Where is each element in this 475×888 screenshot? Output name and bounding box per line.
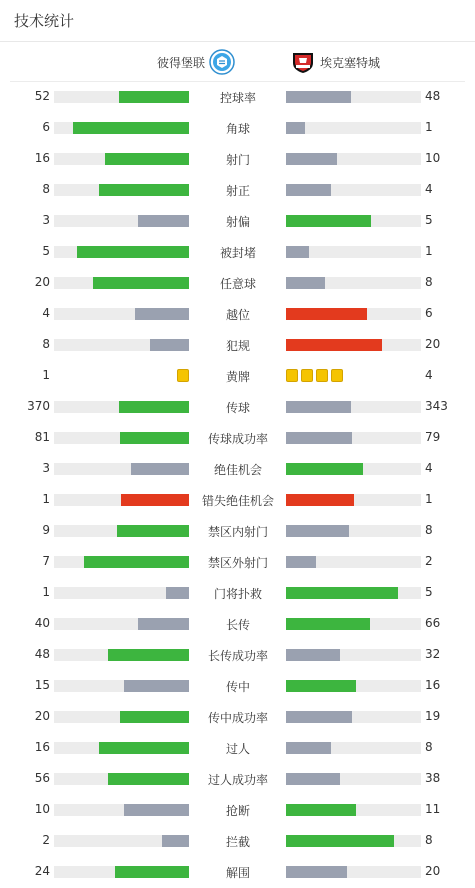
away-stat-bar-track <box>286 556 421 568</box>
home-stat-bar-track <box>54 432 189 444</box>
home-stat-bar <box>120 432 189 444</box>
home-stat-bar <box>119 401 189 413</box>
stat-row <box>0 237 475 268</box>
away-stat-bar-track <box>286 494 421 506</box>
away-stat-bar-track <box>286 122 421 134</box>
away-stat-value: 19 <box>425 709 441 723</box>
away-stat-value: 4 <box>425 461 433 475</box>
home-stat-value: 1 <box>42 585 50 599</box>
stat-row <box>0 113 475 144</box>
away-stat-value: 11 <box>425 802 441 816</box>
stat-row <box>0 547 475 578</box>
home-stat-bar-track <box>54 556 189 568</box>
away-stat-bar-track <box>286 742 421 754</box>
home-stat-value: 370 <box>27 399 50 413</box>
away-stat-value: 66 <box>425 616 441 630</box>
stat-label: 错失绝佳机会 <box>201 494 274 508</box>
home-stat-value: 8 <box>42 337 50 351</box>
stat-row <box>0 454 475 485</box>
away-stat-bar-track <box>286 804 421 816</box>
home-stat-bar <box>121 494 189 506</box>
away-stat-bar <box>286 525 349 537</box>
home-stat-value: 1 <box>42 368 50 382</box>
home-stat-bar-track <box>54 711 189 723</box>
stat-row <box>0 299 475 330</box>
home-stat-value: 20 <box>34 275 50 289</box>
stat-label: 越位 <box>225 308 250 322</box>
home-stat-value: 6 <box>42 120 50 134</box>
home-stat-bar <box>99 184 189 196</box>
stat-row <box>0 795 475 826</box>
stat-label: 传中 <box>225 680 250 694</box>
home-stat-bar <box>138 618 189 630</box>
away-yellow-cards <box>286 369 421 383</box>
home-stat-bar <box>131 463 189 475</box>
away-team-name: 埃克塞特城 <box>320 55 381 70</box>
home-stat-bar <box>93 277 189 289</box>
stat-row <box>0 578 475 609</box>
home-stat-value: 5 <box>42 244 50 258</box>
home-stat-bar-track <box>54 401 189 413</box>
away-stat-bar <box>286 91 351 103</box>
away-stat-value: 79 <box>425 430 441 444</box>
stat-row <box>0 144 475 175</box>
home-stat-value: 20 <box>34 709 50 723</box>
stat-label: 黄牌 <box>225 370 250 384</box>
away-stat-bar-track <box>286 153 421 165</box>
home-stat-value: 1 <box>42 492 50 506</box>
home-stat-bar-track <box>54 246 189 258</box>
away-stat-bar <box>286 587 398 599</box>
stat-label: 拦截 <box>225 835 250 849</box>
home-stat-bar-track <box>54 587 189 599</box>
stat-row <box>0 640 475 671</box>
yellow-card-icon <box>177 369 189 382</box>
away-stat-value: 2 <box>425 554 433 568</box>
away-stat-value: 5 <box>425 585 433 599</box>
home-stat-value: 24 <box>34 864 50 878</box>
away-stat-value: 8 <box>425 833 433 847</box>
home-stat-value: 48 <box>34 647 50 661</box>
away-stat-bar <box>286 711 352 723</box>
stat-label: 禁区内射门 <box>207 525 268 539</box>
away-stat-value: 38 <box>425 771 441 785</box>
away-stat-bar <box>286 866 347 878</box>
away-stat-bar-track <box>286 618 421 630</box>
stat-row <box>0 702 475 733</box>
away-stat-bar <box>286 184 331 196</box>
stat-label: 任意球 <box>219 277 256 291</box>
away-stat-value: 1 <box>425 120 433 134</box>
stat-label: 被封堵 <box>219 246 256 260</box>
away-stat-bar-track <box>286 649 421 661</box>
stat-row <box>0 609 475 640</box>
stat-row <box>0 268 475 299</box>
stat-label: 解围 <box>225 866 250 880</box>
stat-label: 过人 <box>225 742 250 756</box>
home-stat-bar <box>84 556 189 568</box>
home-stat-bar-track <box>54 618 189 630</box>
away-stat-bar-track <box>286 277 421 289</box>
stat-label: 长传 <box>225 618 250 632</box>
home-stat-bar-track <box>54 866 189 878</box>
home-stat-value: 16 <box>34 151 50 165</box>
away-stat-bar-track <box>286 680 421 692</box>
away-stat-bar <box>286 153 337 165</box>
stat-label: 绝佳机会 <box>213 463 262 477</box>
away-stat-bar <box>286 742 331 754</box>
stat-row <box>0 82 475 113</box>
stat-label: 过人成功率 <box>207 773 268 787</box>
home-team[interactable] <box>157 49 235 75</box>
away-stat-value: 4 <box>425 182 433 196</box>
home-stat-bar-track <box>54 308 189 320</box>
home-stat-bar-track <box>54 742 189 754</box>
home-stat-bar <box>135 308 189 320</box>
home-stat-bar-track <box>54 463 189 475</box>
away-stat-bar-track <box>286 835 421 847</box>
stat-label: 抢断 <box>225 804 250 818</box>
yellow-card-icon <box>301 369 313 382</box>
stat-row <box>0 857 475 888</box>
away-stat-value: 48 <box>425 89 441 103</box>
away-stat-bar <box>286 618 370 630</box>
home-stat-bar-track <box>54 184 189 196</box>
away-stat-bar-track <box>286 432 421 444</box>
home-stat-bar-track <box>54 339 189 351</box>
home-stat-bar-track <box>54 122 189 134</box>
away-stat-value: 8 <box>425 740 433 754</box>
stat-row <box>0 764 475 795</box>
away-stat-value: 20 <box>425 864 441 878</box>
home-stat-value: 16 <box>34 740 50 754</box>
away-stat-bar-track <box>286 215 421 227</box>
home-stat-bar <box>117 525 189 537</box>
home-stat-bar <box>166 587 189 599</box>
home-stat-value: 9 <box>42 523 50 537</box>
away-stat-bar-track <box>286 246 421 258</box>
home-stat-bar-track <box>54 525 189 537</box>
away-stat-bar-track <box>286 587 421 599</box>
away-stat-bar-track <box>286 773 421 785</box>
home-team-name: 彼得堡联 <box>156 55 205 70</box>
away-stat-bar <box>286 308 367 320</box>
away-stat-value: 6 <box>425 306 433 320</box>
away-stat-bar <box>286 649 340 661</box>
away-stat-value: 8 <box>425 523 433 537</box>
home-stat-bar-track <box>54 91 189 103</box>
away-stat-bar <box>286 215 371 227</box>
home-stat-bar <box>115 866 189 878</box>
home-stat-value: 2 <box>42 833 50 847</box>
away-stat-bar <box>286 680 356 692</box>
stat-label: 传中成功率 <box>207 711 268 725</box>
away-stat-bar <box>286 804 356 816</box>
yellow-card-icon <box>316 369 328 382</box>
away-stat-bar <box>286 122 305 134</box>
home-stat-value: 7 <box>42 554 50 568</box>
away-stat-bar-track <box>286 184 421 196</box>
home-stat-bar <box>108 773 189 785</box>
away-stat-value: 1 <box>425 492 433 506</box>
home-stat-bar-track <box>54 649 189 661</box>
away-stat-bar-track <box>286 866 421 878</box>
home-stat-bar-track <box>54 153 189 165</box>
away-stat-bar-track <box>286 525 421 537</box>
stat-label: 射正 <box>225 184 250 198</box>
yellow-card-icon <box>286 369 298 382</box>
stat-label: 射偏 <box>225 215 250 229</box>
stat-row <box>0 330 475 361</box>
home-stat-bar <box>77 246 189 258</box>
home-stat-value: 52 <box>34 89 50 103</box>
header <box>0 0 475 42</box>
away-stat-bar <box>286 401 351 413</box>
home-stat-value: 4 <box>42 306 50 320</box>
home-stat-value: 3 <box>42 461 50 475</box>
home-stat-bar <box>105 153 189 165</box>
stat-row <box>0 361 475 392</box>
home-yellow-cards <box>54 369 189 383</box>
peterborough-crest-icon <box>209 49 235 75</box>
away-stat-bar <box>286 556 316 568</box>
stat-row <box>0 206 475 237</box>
home-stat-value: 3 <box>42 213 50 227</box>
home-stat-bar <box>124 804 189 816</box>
exeter-crest-icon <box>290 49 316 75</box>
away-stat-bar <box>286 773 340 785</box>
away-stat-bar <box>286 277 325 289</box>
stat-label: 禁区外射门 <box>207 556 268 570</box>
away-stat-bar <box>286 835 394 847</box>
stat-label: 角球 <box>225 122 250 136</box>
away-stat-bar-track <box>286 91 421 103</box>
home-stat-bar-track <box>54 804 189 816</box>
stat-row <box>0 175 475 206</box>
away-stat-value: 1 <box>425 244 433 258</box>
stat-row <box>0 423 475 454</box>
away-stat-value: 343 <box>425 399 448 413</box>
stat-row <box>0 485 475 516</box>
away-stat-bar-track <box>286 711 421 723</box>
stat-label: 传球成功率 <box>207 432 268 446</box>
home-stat-value: 15 <box>34 678 50 692</box>
stat-row <box>0 671 475 702</box>
stat-label: 长传成功率 <box>207 649 268 663</box>
away-stat-bar <box>286 494 354 506</box>
away-stat-bar-track <box>286 401 421 413</box>
home-stat-bar <box>99 742 189 754</box>
home-stat-value: 40 <box>34 616 50 630</box>
away-stat-value: 20 <box>425 337 441 351</box>
home-stat-bar <box>119 91 189 103</box>
home-stat-value: 10 <box>34 802 50 816</box>
away-stat-value: 5 <box>425 213 433 227</box>
home-stat-value: 8 <box>42 182 50 196</box>
home-stat-bar <box>150 339 189 351</box>
home-stat-bar-track <box>54 215 189 227</box>
home-stat-bar-track <box>54 494 189 506</box>
away-stat-bar <box>286 246 309 258</box>
stat-label: 控球率 <box>219 91 256 105</box>
yellow-card-icon <box>331 369 343 382</box>
stat-row <box>0 826 475 857</box>
away-stat-bar <box>286 463 363 475</box>
away-stat-bar <box>286 432 352 444</box>
stat-label: 门将扑救 <box>213 587 262 601</box>
home-stat-bar-track <box>54 277 189 289</box>
home-stat-bar-track <box>54 773 189 785</box>
home-stat-bar <box>120 711 189 723</box>
home-stat-bar <box>108 649 189 661</box>
teams-header <box>10 42 465 82</box>
away-stat-value: 32 <box>425 647 441 661</box>
away-team[interactable] <box>290 49 380 75</box>
home-stat-bar-track <box>54 835 189 847</box>
away-stat-bar-track <box>286 308 421 320</box>
stat-row <box>0 392 475 423</box>
stat-label: 犯规 <box>225 339 250 353</box>
home-stat-value: 81 <box>34 430 50 444</box>
stat-label: 传球 <box>225 401 250 415</box>
away-stat-value: 4 <box>425 368 433 382</box>
home-stat-bar <box>138 215 189 227</box>
away-stat-bar <box>286 339 382 351</box>
away-stat-bar-track <box>286 463 421 475</box>
away-stat-value: 10 <box>425 151 441 165</box>
page-title: 技术统计 <box>14 12 75 30</box>
stat-row <box>0 733 475 764</box>
stat-label: 射门 <box>225 153 250 167</box>
away-stat-value: 8 <box>425 275 433 289</box>
home-stat-bar <box>124 680 189 692</box>
home-stat-bar-track <box>54 680 189 692</box>
home-stat-value: 56 <box>34 771 50 785</box>
home-stat-bar <box>73 122 189 134</box>
away-stat-value: 16 <box>425 678 441 692</box>
stat-row <box>0 516 475 547</box>
away-stat-bar-track <box>286 339 421 351</box>
home-stat-bar <box>162 835 189 847</box>
